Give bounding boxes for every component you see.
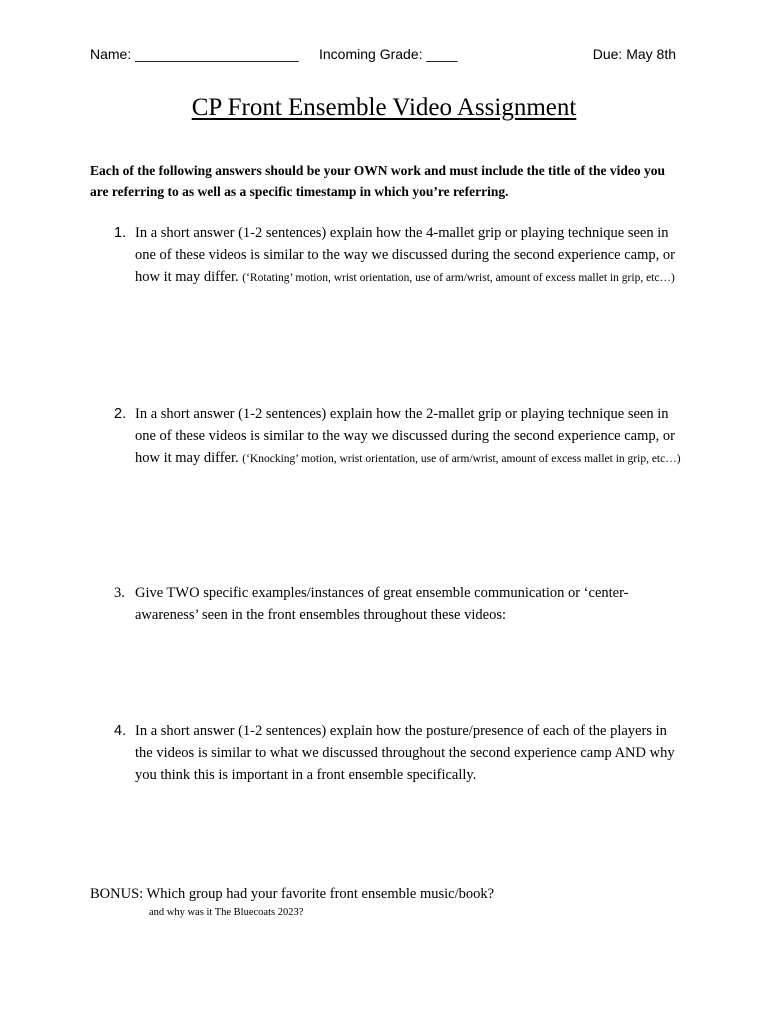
question-body — [135, 403, 686, 469]
question-3 — [114, 582, 686, 626]
question-4 — [114, 720, 686, 786]
page-title: CP Front Ensemble Video Assignment — [191, 94, 577, 121]
question-text: In a short answer (1-2 sentences) explain how the posture/presence of each of the players in the videos is similar to what we discussed throughout the second experience camp AND why you think this is important in a front ensemble specifically. — [135, 723, 675, 783]
question-text: In a short answer (1-2 sentences) explain how the 2-mallet grip or playing technique seen in one of these videos is similar to the way we discussed during the second experience camp, or how it may differ. — [135, 406, 675, 466]
name-field: Name: _____________________ — [90, 46, 299, 62]
instructions: Each of the following answers should be your OWN work and must include the title of the video you are referring to as well as a specific timestamp in which you’re referring. — [90, 163, 666, 199]
incoming-grade-field: Incoming Grade: ____ — [319, 46, 458, 62]
bonus-note: and why was it The Bluecoats 2023? — [149, 907, 304, 918]
question-1 — [114, 222, 686, 288]
question-number: 4. — [114, 723, 127, 739]
question-note: (‘Rotating’ motion, wrist orientation, use of arm/wrist, amount of excess mallet in grip, etc…) — [242, 272, 675, 284]
due-date: Due: May 8th — [592, 46, 676, 62]
question-text: In a short answer (1-2 sentences) explain how the 4-mallet grip or playing technique seen in one of these videos is similar to the way we discussed during the second experience camp, or how it may differ. — [135, 225, 675, 285]
question-number: 3. — [114, 585, 125, 601]
question-note: (‘Knocking’ motion, wrist orientation, use of arm/wrist, amount of excess mallet in grip, etc…) — [242, 453, 681, 465]
question-body — [135, 222, 686, 288]
header-row — [90, 46, 676, 66]
question-body — [135, 582, 686, 626]
question-number: 1. — [114, 225, 127, 241]
page-title-wrap — [0, 94, 768, 122]
question-text: Give TWO specific examples/instances of great ensemble communication or ‘center-awareness’ seen in the front ensembles throughout these videos: — [135, 585, 629, 623]
bonus-question: BONUS: Which group had your favorite front ensemble music/book? — [90, 886, 495, 902]
question-body — [135, 720, 686, 786]
question-number: 2. — [114, 406, 127, 422]
question-2 — [114, 403, 686, 469]
